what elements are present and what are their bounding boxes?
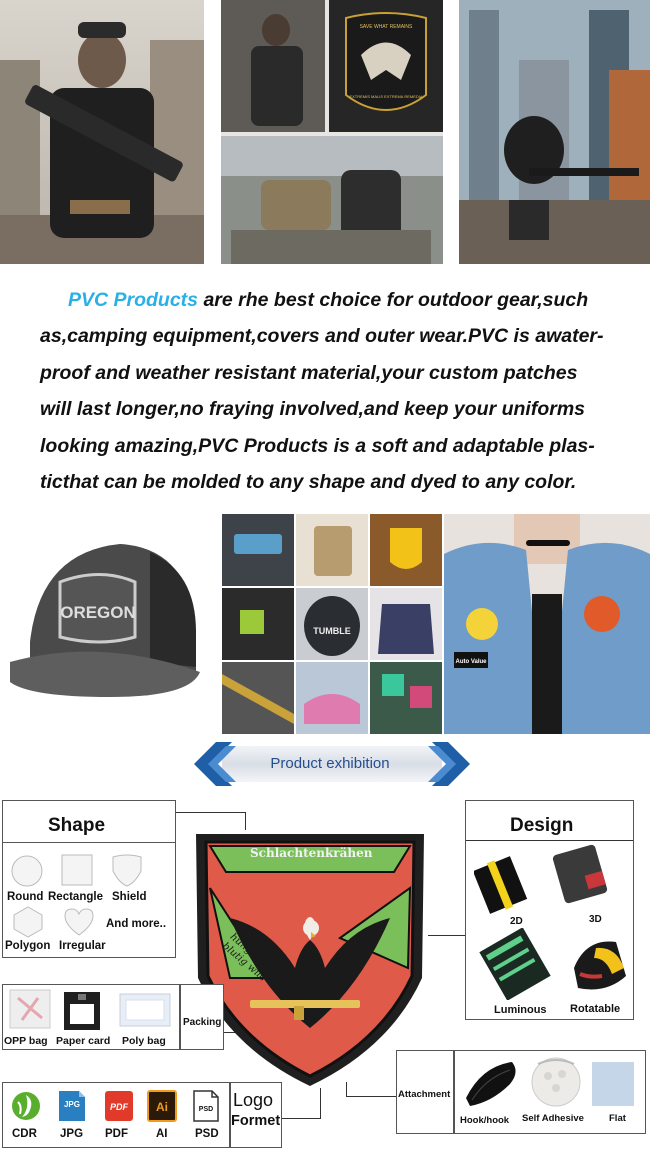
self-adhesive-icon bbox=[528, 1054, 584, 1110]
shield-shape-icon bbox=[111, 853, 143, 887]
paper-card-label: Paper card bbox=[56, 1035, 111, 1047]
jpg-label: JPG bbox=[60, 1128, 84, 1140]
connector-logo bbox=[280, 1118, 320, 1119]
round-shape-icon bbox=[10, 854, 44, 888]
flat-icon bbox=[590, 1060, 636, 1108]
design-luminous-icon bbox=[476, 928, 556, 1000]
center-pvc-patch bbox=[190, 828, 430, 1090]
patch-side-text: hungrig blutig wild bbox=[219, 931, 269, 984]
description-paragraph bbox=[40, 282, 630, 500]
design-3d-icon bbox=[550, 843, 616, 909]
description-line-3: proof and weather resistant material,your custom patches bbox=[40, 361, 578, 384]
ai-label: AI bbox=[156, 1128, 168, 1140]
paper-card-icon bbox=[62, 990, 102, 1032]
ai-icon-text: Ai bbox=[156, 1100, 168, 1114]
design-luminous-label: Luminous bbox=[494, 1004, 547, 1016]
connector-design bbox=[428, 935, 466, 936]
psd-icon bbox=[192, 1089, 220, 1123]
polygon-label: Polygon bbox=[5, 940, 51, 952]
description-line-4: will last longer,no fraying involved,and keep your uniforms bbox=[40, 398, 586, 421]
opp-bag-icon bbox=[8, 988, 52, 1030]
patch-banner-text: Schlachtenkrähen bbox=[250, 846, 373, 860]
connector-attachment bbox=[346, 1096, 396, 1097]
description-line-1: PVC Products are rhe best choice for outdoor gear,such bbox=[68, 289, 589, 311]
opp-bag-label: OPP bag bbox=[4, 1035, 48, 1047]
patch-top-lettering: SAVE WHAT REMAINS bbox=[359, 24, 413, 30]
jpg-icon-text: JPG bbox=[63, 1100, 81, 1109]
logo-label-line2: Formet bbox=[231, 1113, 281, 1129]
design-rotatable-label: Rotatable bbox=[570, 1003, 621, 1015]
irregular-label: Irregular bbox=[59, 940, 106, 952]
photo-sniper-rooftop bbox=[459, 0, 650, 264]
self-adhesive-label: Self Adhesive bbox=[522, 1113, 584, 1124]
pin-lettering: Auto Value bbox=[455, 659, 487, 665]
rectangle-label: Rectangle bbox=[48, 891, 103, 903]
design-rotatable-icon bbox=[566, 928, 634, 1000]
design-title: Design bbox=[510, 815, 574, 836]
pdf-label: PDF bbox=[105, 1128, 128, 1140]
description-line-2: as,camping equipment,covers and outer wear.PVC is awater- bbox=[40, 325, 604, 348]
description-line-5: looking amazing,PVC Products is a soft and adaptable plas- bbox=[40, 434, 595, 457]
photo-patch-grid bbox=[222, 514, 442, 734]
beanie-lettering: TUMBLE bbox=[313, 626, 351, 636]
design-2d-icon bbox=[474, 850, 540, 916]
design-3d-label: 3D bbox=[589, 914, 602, 925]
design-2d-label: 2D bbox=[510, 916, 523, 927]
shape-title: Shape bbox=[48, 815, 106, 836]
polygon-shape-icon bbox=[12, 906, 44, 938]
jpg-icon bbox=[57, 1089, 87, 1123]
psd-icon-text: PSD bbox=[198, 1106, 214, 1113]
photo-denim-jacket bbox=[444, 514, 650, 734]
description-highlight: PVC Products bbox=[68, 289, 199, 311]
irregular-shape-icon bbox=[63, 907, 95, 937]
cap-lettering: OREGON bbox=[60, 603, 136, 622]
hook-label: Hook/hook bbox=[460, 1115, 510, 1126]
and-more-label: And more.. bbox=[106, 918, 167, 930]
cdr-icon bbox=[10, 1090, 42, 1122]
poly-bag-icon bbox=[118, 992, 172, 1028]
poly-bag-label: Poly bag bbox=[122, 1035, 166, 1047]
patch-bottom-lettering: EXTREMIS MALIS EXTREMA REMEDIA bbox=[349, 94, 423, 99]
connector-shape bbox=[176, 812, 246, 813]
flat-label: Flat bbox=[609, 1113, 626, 1124]
shield-label: Shield bbox=[112, 891, 147, 903]
pdf-icon-text: PDF bbox=[110, 1102, 128, 1112]
product-exhibition-title: Product exhibition bbox=[270, 754, 390, 772]
cdr-label: CDR bbox=[12, 1128, 37, 1140]
round-label: Round bbox=[7, 891, 44, 903]
photo-gear-collage bbox=[221, 0, 443, 264]
rectangle-shape-icon bbox=[61, 854, 93, 886]
description-line-6: ticthat can be molded to any shape and dyed to any color. bbox=[40, 471, 577, 494]
photo-trucker-cap bbox=[0, 512, 210, 734]
attachment-label: Attachment bbox=[398, 1089, 451, 1100]
ai-icon bbox=[146, 1089, 178, 1123]
psd-label: PSD bbox=[195, 1128, 219, 1140]
connector-logo-vertical bbox=[320, 1088, 321, 1119]
logo-label-line1: Logo bbox=[233, 1090, 274, 1110]
photo-soldier-rooftop bbox=[0, 0, 204, 264]
design-box-divider bbox=[466, 840, 633, 841]
pdf-icon bbox=[103, 1089, 135, 1123]
hook-icon bbox=[462, 1058, 522, 1108]
packing-label: Packing bbox=[183, 1017, 222, 1028]
